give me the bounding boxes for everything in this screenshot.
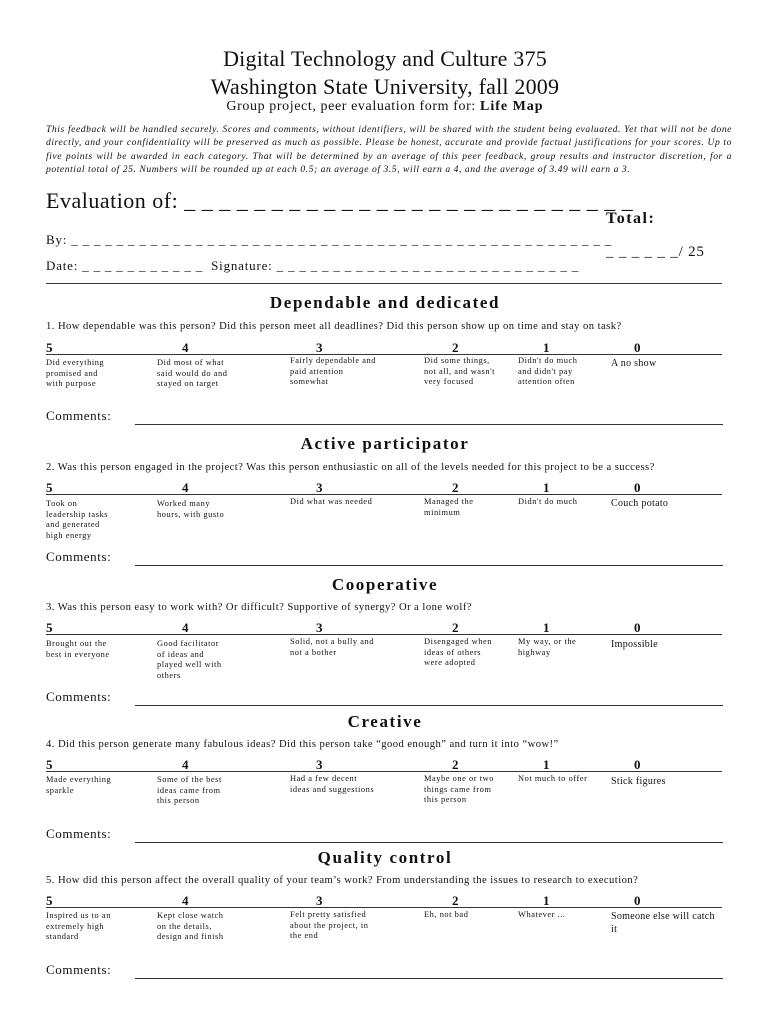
- score-divider: [46, 354, 722, 355]
- score-3[interactable]: 3: [316, 620, 323, 635]
- project-name: Life Map: [479, 99, 544, 114]
- section-heading-quality: Quality control: [317, 848, 453, 867]
- score-description: Did most of what said would do and stayed on target: [157, 358, 228, 389]
- total-blank[interactable]: _ _ _ _ _ _: [606, 244, 679, 260]
- comments-line[interactable]: [135, 978, 723, 979]
- score-description: Managed the minimum: [424, 497, 474, 517]
- score-0[interactable]: 0: [634, 620, 641, 635]
- comments-label: Comments:: [46, 689, 112, 704]
- score-divider: [46, 907, 722, 908]
- score-2[interactable]: 2: [452, 480, 459, 495]
- comments-label: Comments:: [46, 826, 112, 841]
- comments-line[interactable]: [135, 705, 723, 706]
- comments-line[interactable]: [135, 565, 723, 566]
- form-title-course: Digital Technology and Culture 375: [223, 46, 547, 71]
- total-of: / 25: [678, 244, 705, 260]
- total-field[interactable]: [606, 244, 705, 261]
- form-title-university: Washington State University, fall 2009: [210, 74, 560, 99]
- score-description: Brought out the best in everyone: [46, 639, 110, 659]
- score-0[interactable]: 0: [634, 480, 641, 495]
- header-divider: [46, 283, 722, 284]
- score-description: Worked many hours, with gusto: [157, 499, 225, 519]
- score-description: Felt pretty satisfied about the project, in the end: [290, 910, 369, 941]
- score-2[interactable]: 2: [452, 757, 459, 772]
- score-divider: [46, 494, 722, 495]
- comments-line[interactable]: [135, 842, 723, 843]
- score-1[interactable]: 1: [543, 757, 550, 772]
- by-field[interactable]: [46, 232, 612, 248]
- score-description: Did some things, not all, and wasn't very focused: [424, 356, 496, 387]
- score-4[interactable]: 4: [182, 757, 189, 772]
- total-label: Total:: [606, 210, 656, 227]
- score-3[interactable]: 3: [316, 340, 323, 355]
- score-description: Inspired us to an extremely high standard: [46, 911, 111, 942]
- question-4: 4. Did this person generate many fabulous ideas? Did this person take “good enough” and turn it into “wow!”: [46, 739, 559, 750]
- score-description: Impossible: [611, 639, 658, 650]
- section-heading-creative: Creative: [347, 712, 423, 731]
- section-heading-cooperative: Cooperative: [331, 575, 439, 594]
- score-description: A no show: [611, 358, 657, 369]
- score-divider: [46, 771, 722, 772]
- score-description: Good facilitator of ideas and played well with others: [157, 639, 222, 680]
- evaluation-of-label: Evaluation of:: [46, 188, 179, 213]
- comments-line[interactable]: [135, 424, 723, 425]
- score-0[interactable]: 0: [634, 893, 641, 908]
- score-2[interactable]: 2: [452, 340, 459, 355]
- score-description: Not much to offer: [518, 774, 588, 783]
- score-5[interactable]: 5: [46, 757, 53, 772]
- score-1[interactable]: 1: [543, 620, 550, 635]
- score-3[interactable]: 3: [316, 757, 323, 772]
- by-label: By:: [46, 232, 68, 247]
- score-1[interactable]: 1: [543, 893, 550, 908]
- score-5[interactable]: 5: [46, 620, 53, 635]
- score-description: Whatever ...: [518, 910, 566, 919]
- question-1: 1. How dependable was this person? Did this person meet all deadlines? Did this person show up on time and stay on task?: [46, 321, 622, 332]
- score-description: Fairly dependable and paid attention somewhat: [290, 356, 376, 387]
- score-0[interactable]: 0: [634, 757, 641, 772]
- score-4[interactable]: 4: [182, 340, 189, 355]
- evaluation-of-blank[interactable]: _ _ _ _ _ _ _ _ _ _ _ _ _ _ _ _ _ _ _ _ _ _ _ _ _ _: [184, 188, 634, 213]
- score-description: Didn't do much and didn't pay attention often: [518, 356, 578, 387]
- score-description: Disengaged when ideas of others were adopted: [424, 637, 493, 668]
- score-description: Stick figures: [611, 776, 666, 787]
- score-5[interactable]: 5: [46, 893, 53, 908]
- score-3[interactable]: 3: [316, 893, 323, 908]
- comments-label: Comments:: [46, 962, 112, 977]
- score-0[interactable]: 0: [634, 340, 641, 355]
- score-3[interactable]: 3: [316, 480, 323, 495]
- score-description: Couch potato: [611, 498, 669, 509]
- score-description: Did what was needed: [290, 497, 373, 506]
- date-blank[interactable]: _ _ _ _ _ _ _ _ _ _ _: [82, 258, 204, 273]
- score-4[interactable]: 4: [182, 893, 189, 908]
- section-heading-dependable: Dependable and dedicated: [269, 293, 501, 312]
- section-heading-active: Active participator: [300, 434, 470, 453]
- form-subtitle: [0, 99, 770, 115]
- date-signature-row: [46, 258, 579, 274]
- score-description: Kept close watch on the details, design and finish: [157, 911, 224, 942]
- score-2[interactable]: 2: [452, 620, 459, 635]
- score-description: Some of the best ideas came from this person: [157, 775, 222, 806]
- score-description: Someone else will catch it: [611, 911, 715, 935]
- comments-label: Comments:: [46, 549, 112, 564]
- score-description: Maybe one or two things came from this person: [424, 774, 494, 805]
- score-1[interactable]: 1: [543, 480, 550, 495]
- score-description: My way, or the highway: [518, 637, 577, 657]
- score-2[interactable]: 2: [452, 893, 459, 908]
- score-5[interactable]: 5: [46, 480, 53, 495]
- signature-label: Signature:: [211, 258, 273, 273]
- score-description: Eh, not bad: [424, 910, 469, 919]
- comments-label: Comments:: [46, 408, 112, 423]
- evaluation-of-field[interactable]: [46, 188, 633, 214]
- date-label: Date:: [46, 258, 79, 273]
- score-1[interactable]: 1: [543, 340, 550, 355]
- by-blank[interactable]: _ _ _ _ _ _ _ _ _ _ _ _ _ _ _ _ _ _ _ _ _ _ _ _ _ _ _ _ _ _ _ _ _ _ _ _ _ _ _ _ _ _ _ _ _ _ _ _: [71, 232, 612, 247]
- score-4[interactable]: 4: [182, 620, 189, 635]
- signature-blank[interactable]: _ _ _ _ _ _ _ _ _ _ _ _ _ _ _ _ _ _ _ _ _ _ _ _ _ _ _: [276, 258, 580, 273]
- question-5: 5. How did this person affect the overall quality of your team’s work? From understanding the issues to research to execution?: [46, 875, 639, 886]
- score-divider: [46, 634, 722, 635]
- score-description: Didn't do much: [518, 497, 578, 506]
- question-2: 2. Was this person engaged in the project? Was this person enthusiastic on all of the levels needed for this project to be a success?: [46, 462, 655, 473]
- score-description: Solid, not a bully and not a bother: [290, 637, 374, 657]
- score-description: Did everything promised and with purpose: [46, 358, 105, 389]
- question-3: 3. Was this person easy to work with? Or difficult? Supportive of synergy? Or a lone wolf?: [46, 602, 472, 613]
- score-description: Had a few decent ideas and suggestions: [290, 774, 375, 794]
- score-description: Made everything sparkle: [46, 775, 112, 795]
- score-5[interactable]: 5: [46, 340, 53, 355]
- score-description: Took on leadership tasks and generated high energy: [46, 499, 109, 540]
- subtitle-prefix: Group project, peer evaluation form for:: [226, 99, 476, 114]
- score-4[interactable]: 4: [182, 480, 189, 495]
- intro-paragraph: This feedback will be handled securely. Scores and comments, without identifiers, will be shared with the student being evaluated. Yet that will not be done directly, and your confidentiality will be preserved as much as possible. Please be honest, accurate and provide factual justifications for your scores. Up to five points will be awarded in each category. That will be determined by an average of this peer feedback, group results and instructor discretion, for a potential total of 25. Numbers will be rounded up at each 0.5; an average of 3.5, will earn a 4, and the average of 3.49 will earn a 3.: [46, 124, 732, 175]
